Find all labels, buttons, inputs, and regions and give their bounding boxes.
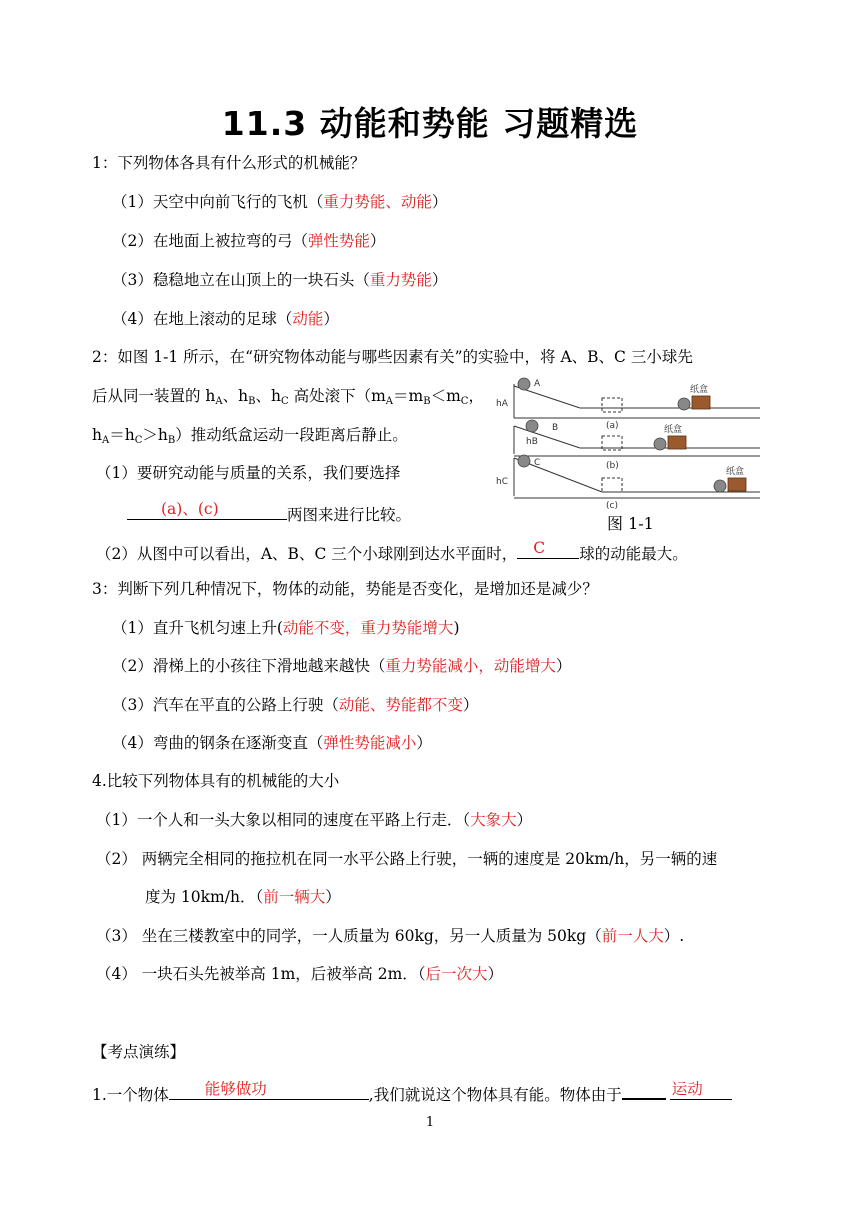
ball-a-icon (518, 378, 530, 390)
answer: 弹性势能减小 (323, 734, 417, 752)
answer: 前一人大 (601, 927, 664, 945)
practice-line-1: 1.一个物体 能够做功 ,我们就说这个物体具有能。物体由于 运动 (92, 1080, 732, 1106)
svg-text:(a): (a) (606, 421, 619, 431)
answer: 前一辆大 (263, 888, 326, 906)
ball-c-icon (518, 455, 530, 467)
q1-item-4: （4）在地上滚动的足球（动能） (112, 310, 339, 328)
q2-part-2: （2）从图中可以看出，A、B、C 三个小球刚到达水平面时， C 球的动能最大。 (96, 539, 688, 563)
svg-text:B: B (552, 423, 559, 433)
svg-text:(c): (c) (606, 501, 618, 509)
q3-item-1: （1）直升飞机匀速上升(动能不变，重力势能增大) (112, 619, 460, 637)
answer: 动能不变，重力势能增大 (282, 619, 454, 637)
q1-stem: 1：下列物体各具有什么形式的机械能？ (92, 154, 366, 172)
q2-line-1: 2：如图 1-1 所示，在“研究物体动能与哪些因素有关”的实验中，将 A、B、C 三小球先 (92, 348, 693, 366)
paper-box-icon (668, 436, 686, 449)
answer: 能够做功 (204, 1080, 267, 1098)
svg-text:A: A (534, 379, 541, 389)
q2-part-1-answer-line: (a)、(c) 两图来进行比较。 (127, 501, 411, 526)
q4-item-2-cont: 度为 10km/h．（前一辆大） (145, 888, 341, 906)
answer: 动能 (292, 310, 324, 328)
svg-text:hB: hB (526, 437, 538, 447)
q4-stem: 4.比较下列物体具有的机械能的大小 (92, 772, 340, 790)
q3-item-4: （4）弯曲的钢条在逐渐变直（弹性势能减小） (112, 734, 432, 752)
q2-line-2: 后从同一装置的 $h_A$、$h_B$、$h_C$ 高处滚下（$m_A=m_B<m_C$， (92, 387, 484, 407)
answer: 弹性势能 (307, 232, 370, 250)
answer: 后一次大 (425, 965, 488, 983)
svg-text:(b): (b) (606, 461, 619, 471)
answer: (a)、(c) (161, 500, 219, 518)
ball-icon (654, 438, 666, 450)
paper-box-icon (728, 478, 746, 491)
page-title: 11.3 动能和势能 习题精选 (221, 104, 639, 143)
page-number: 1 (425, 1115, 435, 1130)
answer: 重力势能、动能 (323, 193, 432, 211)
q3-stem: 3：判断下列几种情况下，物体的动能，势能是否变化，是增加还是减少？ (92, 580, 598, 598)
svg-text:hA: hA (496, 399, 508, 409)
q4-item-2: （2） 两辆完全相同的拖拉机在同一水平公路上行驶，一辆的速度是 20km/h，另一辆的速 (96, 850, 718, 868)
q3-item-3: （3）汽车在平直的公路上行驶（动能、势能都不变） (112, 696, 479, 714)
q1-item-2: （2）在地面上被拉弯的弓（弹性势能） (112, 232, 386, 250)
svg-text:纸盒: 纸盒 (690, 385, 709, 395)
q4-item-1: （1）一个人和一头大象以相同的速度在平路上行走．（大象大） (96, 811, 533, 829)
ball-icon (714, 480, 726, 492)
q4-item-3: （3） 坐在三楼教室中的同学，一人质量为 60kg，另一人质量为 50kg（前一人大）. (96, 927, 685, 945)
practice-heading: 【考点演练】 (92, 1043, 186, 1061)
answer: 动能、势能都不变 (338, 696, 463, 714)
q3-item-2: （2）滑梯上的小孩往下滑地越来越快（重力势能减小，动能增大） (112, 657, 572, 675)
paper-box-icon (692, 396, 710, 409)
answer: 重力势能 (369, 271, 432, 289)
answer: 运动 (671, 1080, 703, 1098)
svg-text:纸盒: 纸盒 (664, 425, 683, 435)
svg-text:hC: hC (496, 477, 508, 487)
q2-line-3: $h_A=h_C>h_B$）推动纸盒运动一段距离后静止。 (92, 426, 408, 446)
svg-text:纸盒: 纸盒 (726, 467, 745, 477)
answer: 重力势能减小，动能增大 (385, 657, 556, 675)
answer: C (533, 539, 546, 557)
figure-caption: 图 1-1 (607, 514, 654, 533)
q4-item-4: （4） 一块石头先被举高 1m，后被举高 2m．（后一次大） (96, 965, 504, 983)
ball-b-icon (526, 420, 538, 432)
q2-part-1: （1）要研究动能与质量的关系，我们要选择 (96, 464, 401, 482)
svg-text:C: C (534, 458, 541, 468)
q1-item-3: （3）稳稳地立在山顶上的一块石头（重力势能） (112, 271, 448, 289)
ball-icon (678, 398, 690, 410)
q1-item-1: （1）天空中向前飞行的飞机（重力势能、动能） (112, 193, 448, 211)
answer: 大象大 (470, 811, 517, 829)
figure-1-1 (492, 374, 762, 509)
